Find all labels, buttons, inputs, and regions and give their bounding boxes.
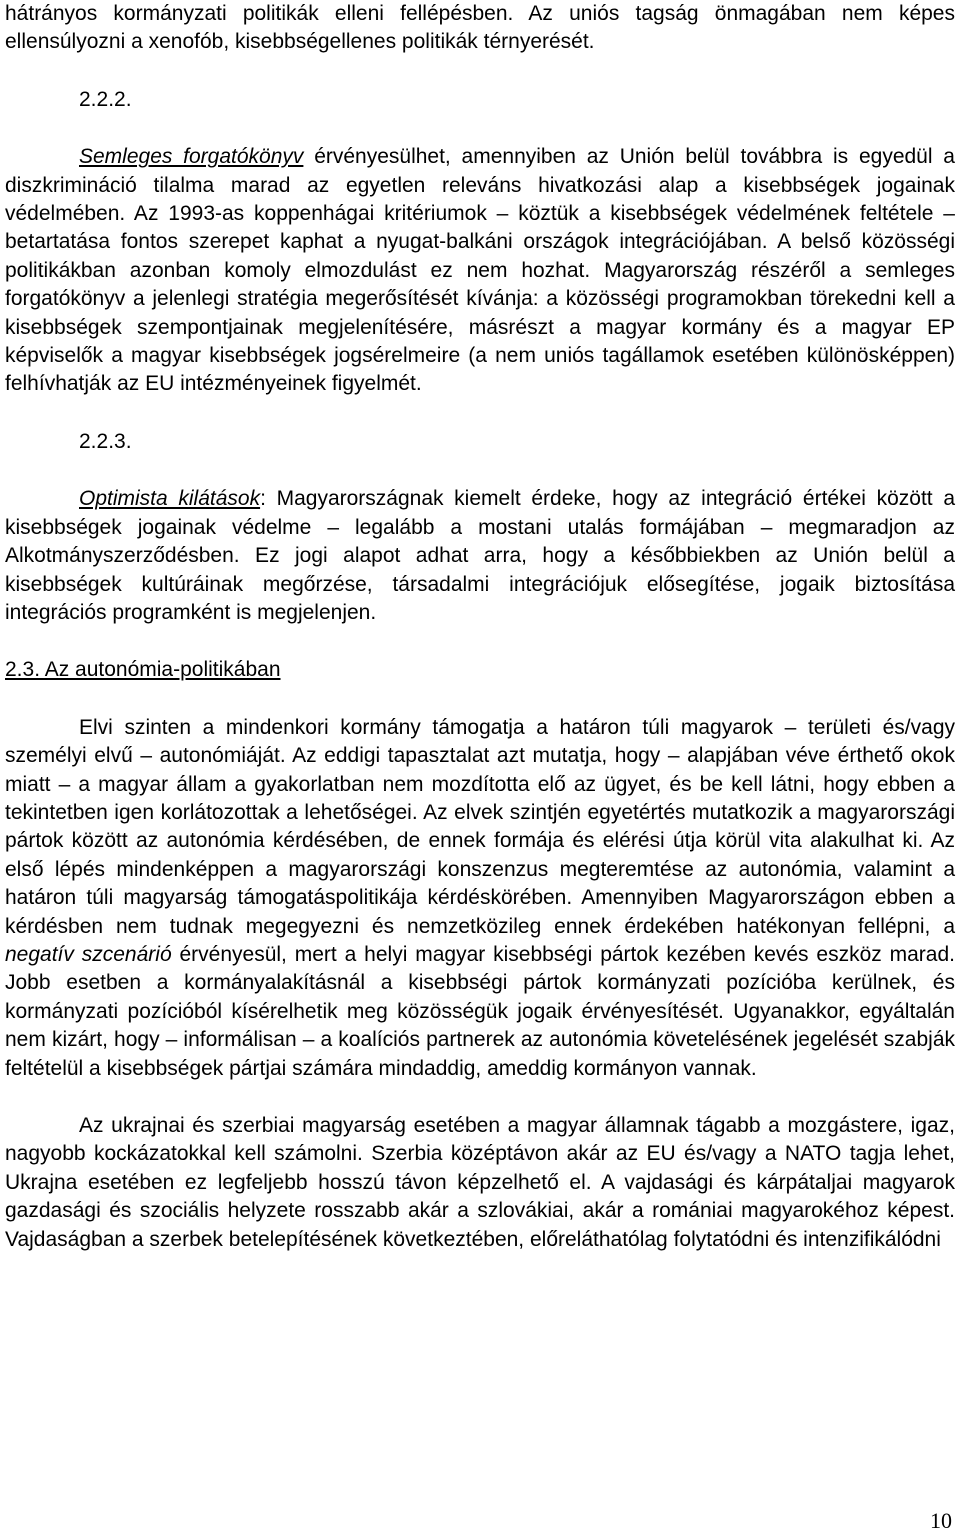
spacer	[5, 1083, 955, 1112]
neutral-scenario-paragraph	[5, 143, 955, 399]
optimistic-outlook-text: : Magyarországnak kiemelt érdeke, hogy az integráció értékei között a kisebbségek jogainak védelme – legalább a mostani utalás formájában – megmaradjon az Alkotmányszerződésben. Ez jogi alapot adhat arra, hogy a későbbiekben az Unión belül a kisebbségek kultúráinak megőrzése, társadalmi integrációjuk elősegítése, jogaik biztosítása integrációs programként is megjelenjen.	[5, 487, 955, 624]
optimistic-outlook-paragraph	[5, 485, 955, 627]
spacer	[5, 627, 955, 656]
optimistic-outlook-lead: Optimista kilátások	[79, 487, 261, 511]
autonomy-paragraph-2: Az ukrajnai és szerbiai magyarság esetében a magyar államnak tágabb a mozgástere, igaz, nagyobb kockázatokkal kell számolni. Szerbia középtávon akár az EU és/vagy a NATO tagja lehet, Ukrajna esetében ez legfeljebb hosszú távon képzelhető el. A vajdasági és kárpátaljai magyarok gazdasági és szociális helyzete rosszabb akár a szlovákiai, akár a romániai magyarokéhoz képest. Vajdaságban a szerbek betelepítésének következtében, előreláthatólag folytatódni és intenzifikálódni	[5, 1114, 955, 1251]
section-number-2-2-2: 2.2.2.	[79, 87, 132, 111]
neutral-scenario-text: érvényesülhet, amennyiben az Unión belül továbbra is egyedül a diszkrimináció tilalma marad az egyetlen releváns hivatkozási alap a kisebbségek jogainak védelmében. Az 1993-as koppenhágai kritériumok – köztük a kisebbségek védelmének feltétele – betartatása fontos szerepet kaphat a nyugat-balkáni országok integrációjában. A belső közösségi politikákban azonban komoly elmozdulást ez nem hozhat. Magyarország részéről a semleges forgatókönyv a jelenlegi stratégia megerősítését kívánja: a közösségi programokban törekedni kell a kisebbségek szempontjainak megjelenítésére, másrészt a magyar kormány és a magyar EP képviselők a magyar kisebbségek jogsérelmeire (a nem uniós tagállamok esetében különösképpen) felhívhatják az EU intézményeinek figyelmét.	[5, 145, 955, 396]
autonomy-paragraph-1	[5, 714, 955, 1083]
spacer	[5, 399, 955, 428]
negative-scenario-term: negatív szcenárió	[5, 942, 172, 966]
autonomy-text-part-1: Elvi szinten a mindenkori kormány támogatja a határon túli magyarok – területi és/vagy személyi elvű – autonómiáját. Az eddigi tapasztalat azt mutatja, hogy – alapjában véve érthető okok miatt – a magyar állam a gyakorlatban nem mozdította elő az ügyet, és be kell látni, hogy ebben a tekintetben igen korlátozottak a lehetőségei. Az elvek szintjén egyetértés mutatkozik a magyarországi pártok között az autonómia kérdésében, de ennek formája és elérési útja körül vita alakulhat ki. Az első lépés mindenképpen a magyarországi konszenzus megteremtése az autonómia, valamint a határon túli magyarság támogatáspolitikája kérdéskörében. Amennyiben Magyarországon ebben a kérdésben nem tudnak megegyezni és nemzetközileg ennek érdekében hatékonyan fellépni, a	[5, 715, 955, 938]
spacer	[5, 114, 955, 143]
neutral-scenario-lead: Semleges forgatókönyv	[79, 145, 304, 169]
page-number: 10	[930, 1508, 952, 1533]
autonomy-text-part-2: érvényesül, mert a helyi magyar kisebbségi pártok kezében kevés eszköz marad. Jobb esetben a kormányalakításnál a kisebbségi pártok kormányzati pozícióba kerülnek, és kormányzati pozícióból kísérelhetik meg közösségük jogaik érvényesítését. Ugyanakkor, egyáltalán nem kizárt, hogy – informálisan – a koalíciós partnerek az autonómia követelésének jegelését szabják feltételül a kisebbségek pártjai számára mindaddig, ameddig kormányon vannak.	[5, 942, 955, 1080]
section-heading-text: 2.3. Az autonómia-politikában	[5, 658, 281, 682]
spacer	[5, 685, 955, 714]
spacer	[5, 456, 955, 485]
section-number-2-2-3: 2.2.3.	[79, 429, 132, 453]
document-body	[5, 0, 955, 1254]
intro-paragraph: hátrányos kormányzati politikák elleni fellépésben. Az uniós tagság önmagában nem képes ellensúlyozni a xenofób, kisebbségellenes politikák térnyerését.	[5, 2, 955, 54]
spacer	[5, 57, 955, 86]
section-heading-2-3	[5, 656, 955, 684]
